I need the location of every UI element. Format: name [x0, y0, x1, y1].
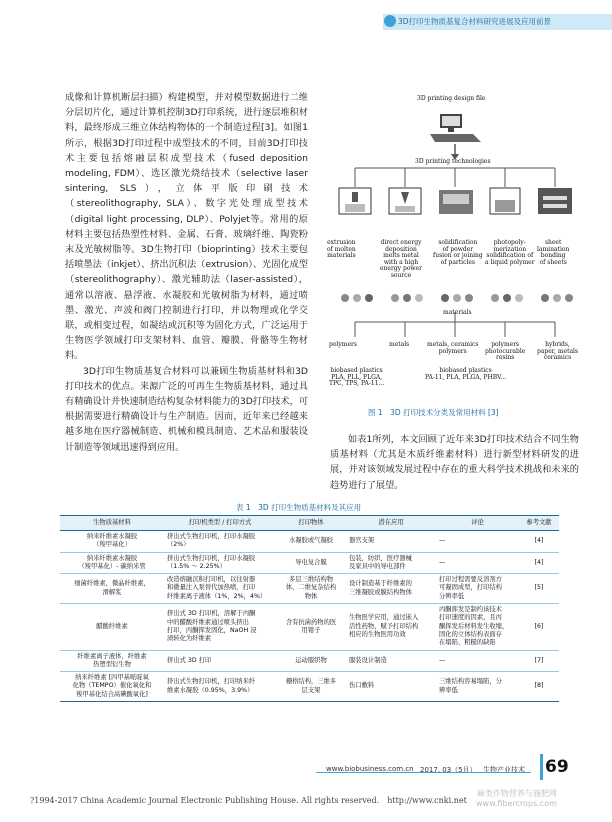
photopolymer-printer-icon — [490, 188, 520, 214]
left-column-text — [65, 90, 308, 455]
page-number-accent — [540, 754, 543, 780]
table-cell: [4] — [519, 531, 559, 553]
table-cell: 伤口敷料 — [346, 672, 436, 702]
tech-label-photopolymerization: photopoly- merization solidification of a liquid polymer — [485, 239, 535, 266]
paragraph: 成像和计算机断层扫描）构建模型，并对模型数据进行二维分层切片化，通过计算机控制3D打印系统，进行逐层堆积材料，最终形成三维立体结构物体的一个制造过程[3]。如图1所示，根据3D打印过程中成型技术的不同，目前3D打印技术主要包括熔融层积成型技术（fused deposition modeling, FDM）、选区激光烧结技术（selective laser sintering, SLS），立体平版印刷技术（stereolithography, SLA）、数字光处理成型技术（digital light processing, DLP）、Polyjet等。常用的原材料主要包括热塑性材料、金属、石膏、玻璃纤维、陶瓷粉末及光敏树脂等。3D生物打印（bioprinting）技术主要包括喷墨法（inkjet）、挤出沉积法（extrusion）、光固化成型（stereolithography）、激光辅助法（laser-assisted），通常以溶液、悬浮液、水凝胶和光敏树脂为材料，通过喷墨、激光、声波和阀门控制进行打印，并以物理或化学交联，或相变过程，如凝结或沉积等为固化方式，广泛运用于生物医学领域打印支架材料、血管、瓣膜、骨骼等生物材料。 — [65, 92, 308, 362]
table-cell: 设计制造基于纤维素的 三维凝胶或膜结构物体 — [346, 574, 436, 604]
table-cell: 服装设计制造 — [346, 650, 436, 672]
paragraph: 3D打印生物质基复合材料可以兼顾生物质基材料和3D打印技术的优点。来源广泛的可再生生物质基材料，通过具有精确设计并快速制造结构复杂材料能力的3D打印技术，可根据需要进行精确设计与生产制造。因而，近年来已经越来越多地在医疗器械制造、机械和模具制造、艺术品和服装设计制造等领域迅速得到应用。 — [65, 365, 308, 453]
table-cell: 挤出式生物打印机，打印水凝胶 （2%） — [164, 531, 276, 553]
table-row — [60, 604, 559, 650]
table-cell: — — [436, 552, 519, 574]
table-cell: 含有抗菌药物的医 用钳子 — [276, 604, 346, 650]
figure-caption: 图 1 3D 打印技术分类及常用材料 [3] — [368, 408, 499, 417]
table-cell: 改造熔融沉积打印机，以往射器 和微量注入泵替代加热喷，打印 纤维素离子液体（1%，2%，4%） — [164, 574, 276, 604]
tech-label-direct-energy: direct energy deposition melts metal with a high energy power source — [380, 239, 422, 279]
table-row — [60, 672, 559, 702]
table-row — [60, 552, 559, 574]
material-type-label: metals, ceramics polymers — [427, 341, 479, 355]
table-cell: 纳米纤维素水凝胶 （羧甲基化）- 碳纳米管 — [60, 552, 164, 574]
table-row — [60, 574, 559, 604]
footer-issue: 2017. 03（5月） — [420, 766, 477, 774]
table-cell: 细菌纤维素，微晶纤维素， 滑解浆 — [60, 574, 164, 604]
footer-url: www.biobusiness.com.cn — [326, 765, 414, 773]
table-cell: 纳米纤维素 [四甲基哌啶氧 化物（TEMPO）催化氧化和 羧甲基化结合高碘酸氧化] — [60, 672, 164, 702]
table-cell: 挤出式 3D 打印 — [164, 650, 276, 672]
page-header — [0, 0, 612, 46]
table-cell: 醋酸纤维素 — [60, 604, 164, 650]
tech-label-extrusion: extrusion of molten materials — [327, 239, 356, 260]
table-cell: 多层三维结构物 体，二维复杂结构 物体 — [276, 574, 346, 604]
materials-label: materials — [443, 309, 472, 316]
table-cell: 纤维素离子液体，纤维素 热塑型衍生物 — [60, 650, 164, 672]
materials-table — [60, 515, 559, 702]
table-cell: 挤出式生物打印机，打印水凝胶 （1.5% ～ 2.25%） — [164, 552, 276, 574]
table-cell: 挤出式生物打印机，打印纳米纤 维素水凝胶（0.95%，3.9%） — [164, 672, 276, 702]
sheet-lamination-printer-icon — [538, 188, 572, 214]
material-type-label: polymers — [329, 341, 357, 348]
table-cell: 栅格结构，三维多 层支架 — [276, 672, 346, 702]
computer-monitor-icon — [430, 114, 481, 142]
column-header: 潜在应用 — [346, 516, 436, 531]
table-cell: 挤出式 3D 打印机，溶解于丙酮 中的醋酸纤维素通过喷头挤出 打印，丙酮挥发固化，NaOH 浸 渍转化为纤维素 — [164, 604, 276, 650]
technologies-label: 3D printing technologies — [415, 158, 491, 165]
table-cell: 器官支架 — [346, 531, 436, 553]
footer-rule — [316, 772, 531, 773]
table-cell: 打印过程需要反溶剂方 可凝固成型，打印结构 分辨率低 — [436, 574, 519, 604]
table-title: 表 1 3D 打印生物质基材料及其应用 — [236, 503, 362, 512]
tech-label-sheet-lamination: sheet lamination bonding of sheets — [537, 239, 570, 266]
table-cell: 包装，纺织，医疗器械 及家具中的导电部件 — [346, 552, 436, 574]
column-header: 生物质基材料 — [60, 516, 164, 531]
table-cell: [6] — [519, 604, 559, 650]
table-cell: [8] — [519, 672, 559, 702]
table-header-row — [60, 516, 559, 531]
table-cell: — — [436, 531, 519, 553]
table-cell: 水凝胶或气凝胶 — [276, 531, 346, 553]
watermark: 麻类作物营养与施肥网 www.fibercrops.com — [476, 789, 557, 808]
column-header: 参考文献 — [519, 516, 559, 531]
direct-energy-printer-icon — [389, 188, 421, 214]
journal-logo-icon — [384, 15, 396, 27]
material-type-label: metals — [389, 341, 410, 348]
table-cell: [5] — [519, 574, 559, 604]
table-cell: [4] — [519, 552, 559, 574]
table-cell: 导电复合膜 — [276, 552, 346, 574]
copyright-notice: ?1994-2017 China Academic Journal Electronic Publishing House. All rights reserved. http://www.cnki.net — [30, 796, 467, 805]
table-cell: 纳米纤维素水凝胶 （羧甲基化） — [60, 531, 164, 553]
column-header: 打印物体 — [276, 516, 346, 531]
paragraph: 如表1所列，本文回顾了近年来3D打印技术结合不同生物质基材料（尤其是木质纤维素材料）进行新型材料研发的进展，并对该领域发展过程中存在的重大科学技术挑战和未来的趋势进行了展望。 — [330, 434, 579, 491]
table-row — [60, 650, 559, 672]
page-number: 69 — [545, 757, 569, 777]
table-cell: 丙酮挥发是制约该技术 打印速度的因素，且丙 酮挥发后材料发生收缩， 固化的立体结构表面存 在塌陷、粗糙的缺陷 — [436, 604, 519, 650]
table-cell: [7] — [519, 650, 559, 672]
table-row — [60, 531, 559, 553]
running-title: 3D打印生物质基复合材料研究进展及应用前景 — [398, 17, 552, 26]
material-type-label: hybrids, paper, metals ceramics — [537, 341, 579, 362]
table-body — [60, 531, 559, 702]
powder-fusion-printer-icon — [439, 190, 473, 214]
extrusion-printer-icon — [339, 188, 371, 214]
tech-label-powder-fusion: solidification of powder fusion or joining of particles — [433, 239, 483, 266]
table-cell: 三维结构容易塌陷，分 辨率低 — [436, 672, 519, 702]
figure-1-diagram — [325, 92, 585, 392]
design-file-label: 3D printing design file — [417, 95, 486, 102]
table-cell: — — [436, 650, 519, 672]
biobased-plastics-label: biobased plastics PA-11, PLA, PLGA, PHBV... — [425, 367, 507, 381]
material-samples-row — [341, 294, 573, 302]
column-header: 打印机类型 / 打印方式 — [164, 516, 276, 531]
biobased-plastics-label: biobased plastics PLA, PLL, PLGA, TPC, TPS, PA-11... — [329, 367, 385, 388]
table-cell: 生物医学应用，通过嵌入 活性药物，赋予打印结构 相应的生物医用功效 — [346, 604, 436, 650]
table-cell: 运动服织物 — [276, 650, 346, 672]
footer-section: 生物产业技术 — [483, 766, 525, 774]
right-column-text — [330, 432, 579, 493]
column-header: 评论 — [436, 516, 519, 531]
material-type-label: polymers photocurable resins — [485, 341, 526, 362]
